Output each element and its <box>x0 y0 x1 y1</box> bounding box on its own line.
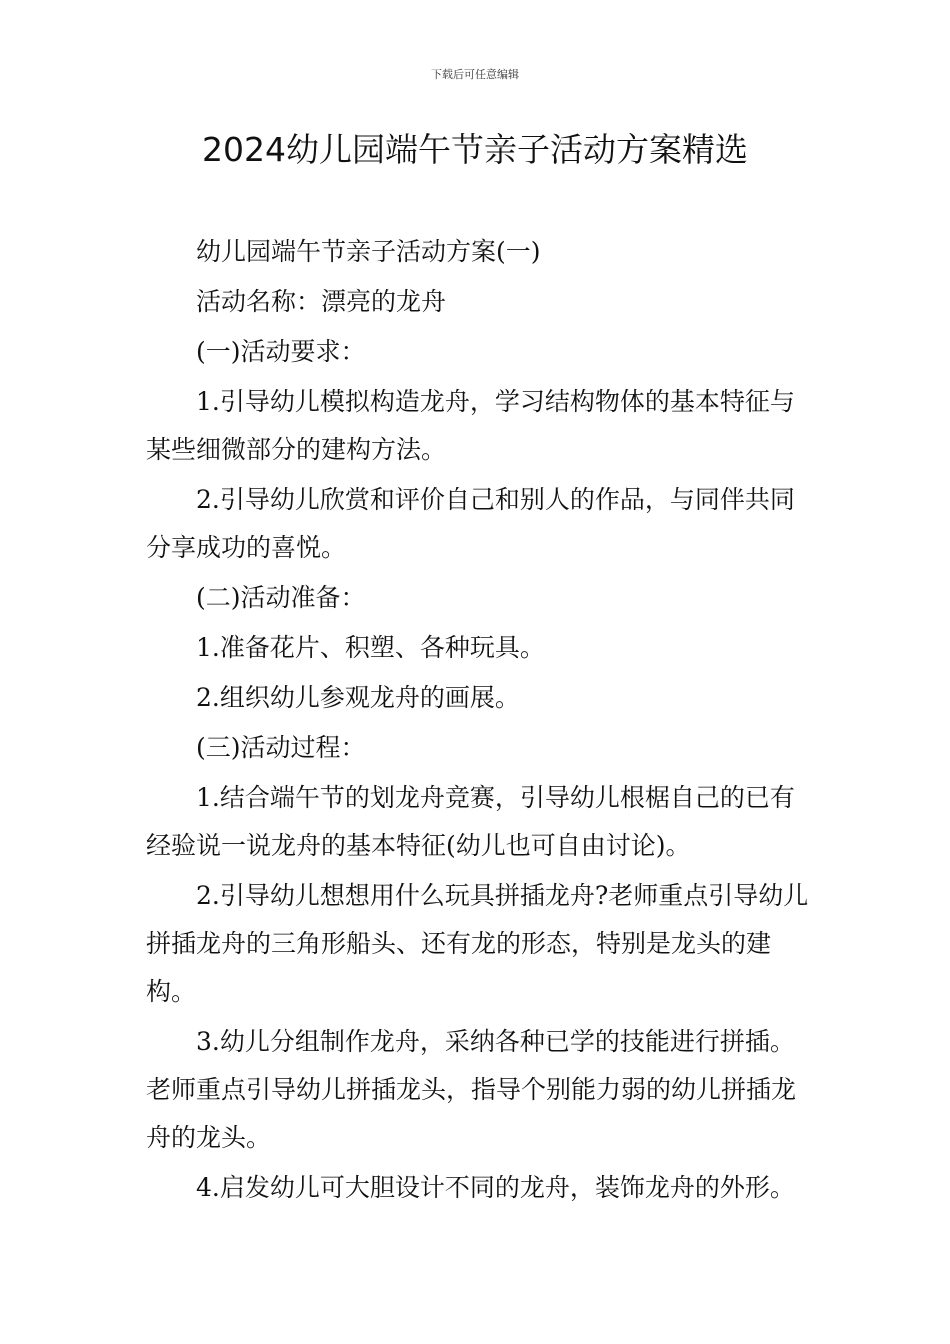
requirement-item-1: 1.引导幼儿模拟构造龙舟，学习结构物体的基本特征与某些细微部分的建构方法。 <box>146 387 795 464</box>
preparation-item-1: 1.准备花片、积塑、各种玩具。 <box>196 633 545 662</box>
requirement-item-2: 2.引导幼儿欣赏和评价自己和别人的作品，与同伴共同分享成功的喜悦。 <box>146 485 795 562</box>
activity-name: 活动名称：漂亮的龙舟 <box>196 287 447 316</box>
process-item-3: 3.幼儿分组制作龙舟，采纳各种已学的技能进行拼插。老师重点引导幼儿拼插龙头，指导个别能力弱的幼儿拼插龙舟的龙头。 <box>146 1027 797 1152</box>
subsection-heading-preparation: (二)活动准备： <box>196 583 366 612</box>
process-item-2: 2.引导幼儿想想用什么玩具拼插龙舟?老师重点引导幼儿拼插龙舟的三角形船头、还有龙的形态，特别是龙头的建构。 <box>146 881 809 1006</box>
section-heading: 幼儿园端午节亲子活动方案(一) <box>196 237 541 266</box>
header-note: 下载后可任意编辑 <box>431 68 519 81</box>
preparation-item-2: 2.组织幼儿参观龙舟的画展。 <box>196 683 520 712</box>
process-item-4: 4.启发幼儿可大胆设计不同的龙舟，装饰龙舟的外形。 <box>196 1173 795 1202</box>
document-body <box>146 228 812 1212</box>
process-item-1: 1.结合端午节的划龙舟竞赛，引导幼儿根椐自己的已有经验说一说龙舟的基本特征(幼儿也可自由讨论)。 <box>146 783 795 860</box>
subsection-heading-requirements: (一)活动要求： <box>196 337 366 366</box>
subsection-heading-process: (三)活动过程： <box>196 733 366 762</box>
document-title: 2024幼儿园端午节亲子活动方案精选 <box>202 130 748 169</box>
